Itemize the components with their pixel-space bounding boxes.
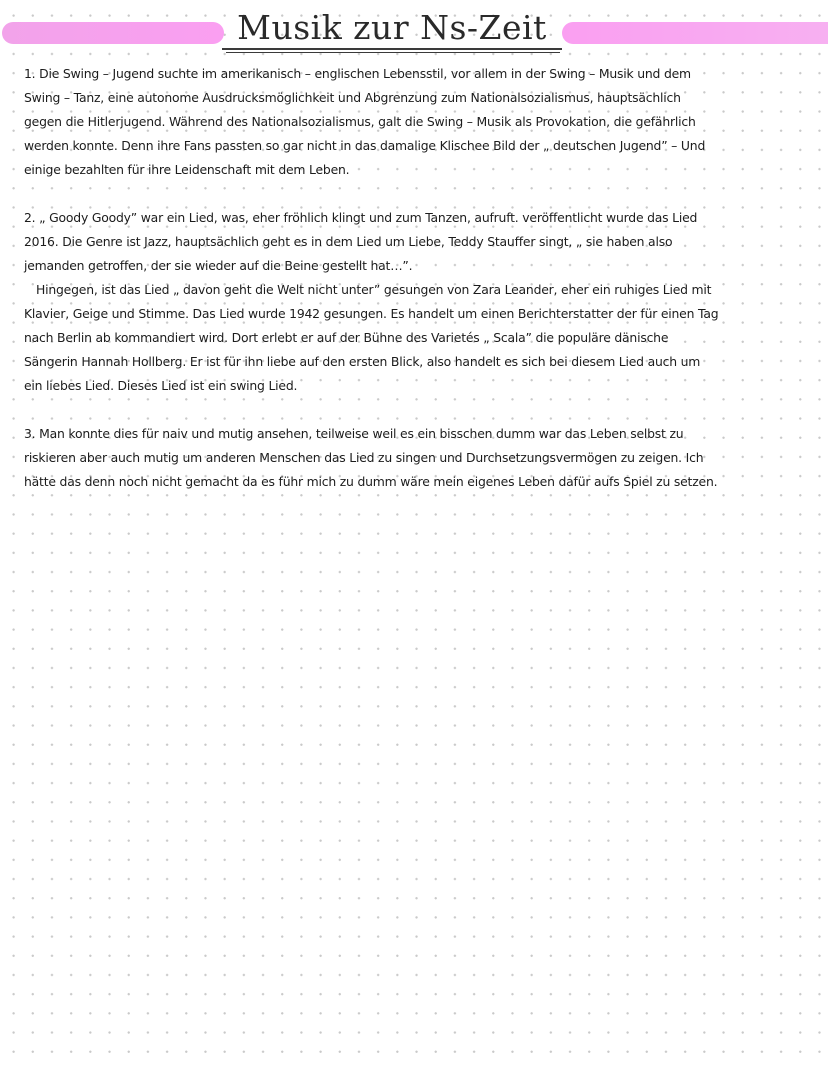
left-highlight-bar [2,22,224,44]
answer-2-continuation-paragraph: Hingegen, ist das Lied „ davon geht die Welt nicht unter” gesungen von Zara Leander, eher ein ruhiges Lied mit Klavier, Geige und Stimme. Das Lied wurde 1942 gesungen. Es handelt um einen Berichterstatter der für einen Tag nach Berlin ab kommandiert wird. Dort erlebt er auf der Bühne des Varietés „ Scala” die populäre dänische Sängerin Hannah Hollberg. Er ist für ihn liebe auf den ersten Blick, also handelt es sich bei diesem Lied auch um ein liebes Lied. Dieses Lied ist ein swing Lied. [24,282,719,393]
title-underline [222,48,562,50]
paragraph-gap [24,398,720,422]
page-title: Musik zur Ns-Zeit [237,8,547,47]
answer-1-paragraph: 1. Die Swing – Jugend suchte im amerikanisch – englischen Lebensstil, vor allem in der Swing – Musik und dem Swing – Tanz, eine autonome Ausdrucksmöglichkeit und Abgrenzung zum Nationalsozialismus, hauptsächlich gegen die Hitlerjugend. Während des Nationalsozialismus, galt die Swing – Musik als Provokation, die gefährlich werden konnte. Denn ihre Fans passten so gar nicht in das damalige Klischee Bild der „ deutschen Jugend” – Und einige bezahlten für ihre Leidenschaft mit dem Leben. [24,66,706,177]
title-header [0,8,828,54]
right-highlight-bar [562,22,828,44]
paragraph-gap [24,182,720,206]
answer-2-paragraph: 2. „ Goody Goody” war ein Lied, was, eher fröhlich klingt und zum Tanzen, aufruft. veröffentlicht wurde das Lied 2016. Die Genre ist Jazz, hauptsächlich geht es in dem Lied um Liebe, Teddy Stauffer singt, „ sie haben also jemanden getroffen, der sie wieder auf die Beine gestellt hat…”. [24,210,698,273]
title-underline-second [226,52,560,53]
note-body [24,62,720,494]
answer-3-paragraph: 3. Man konnte dies für naiv und mutig ansehen, teilweise weil es ein bisschen dumm war das Leben selbst zu riskieren aber auch mutig um anderen Menschen das Lied zu singen und Durchsetzungsvermögen zu zeigen. Ich hätte das denn noch nicht gemacht da es führ mich zu dumm wäre mein eigenes Leben dafür aufs Spiel zu setzen. [24,426,718,489]
